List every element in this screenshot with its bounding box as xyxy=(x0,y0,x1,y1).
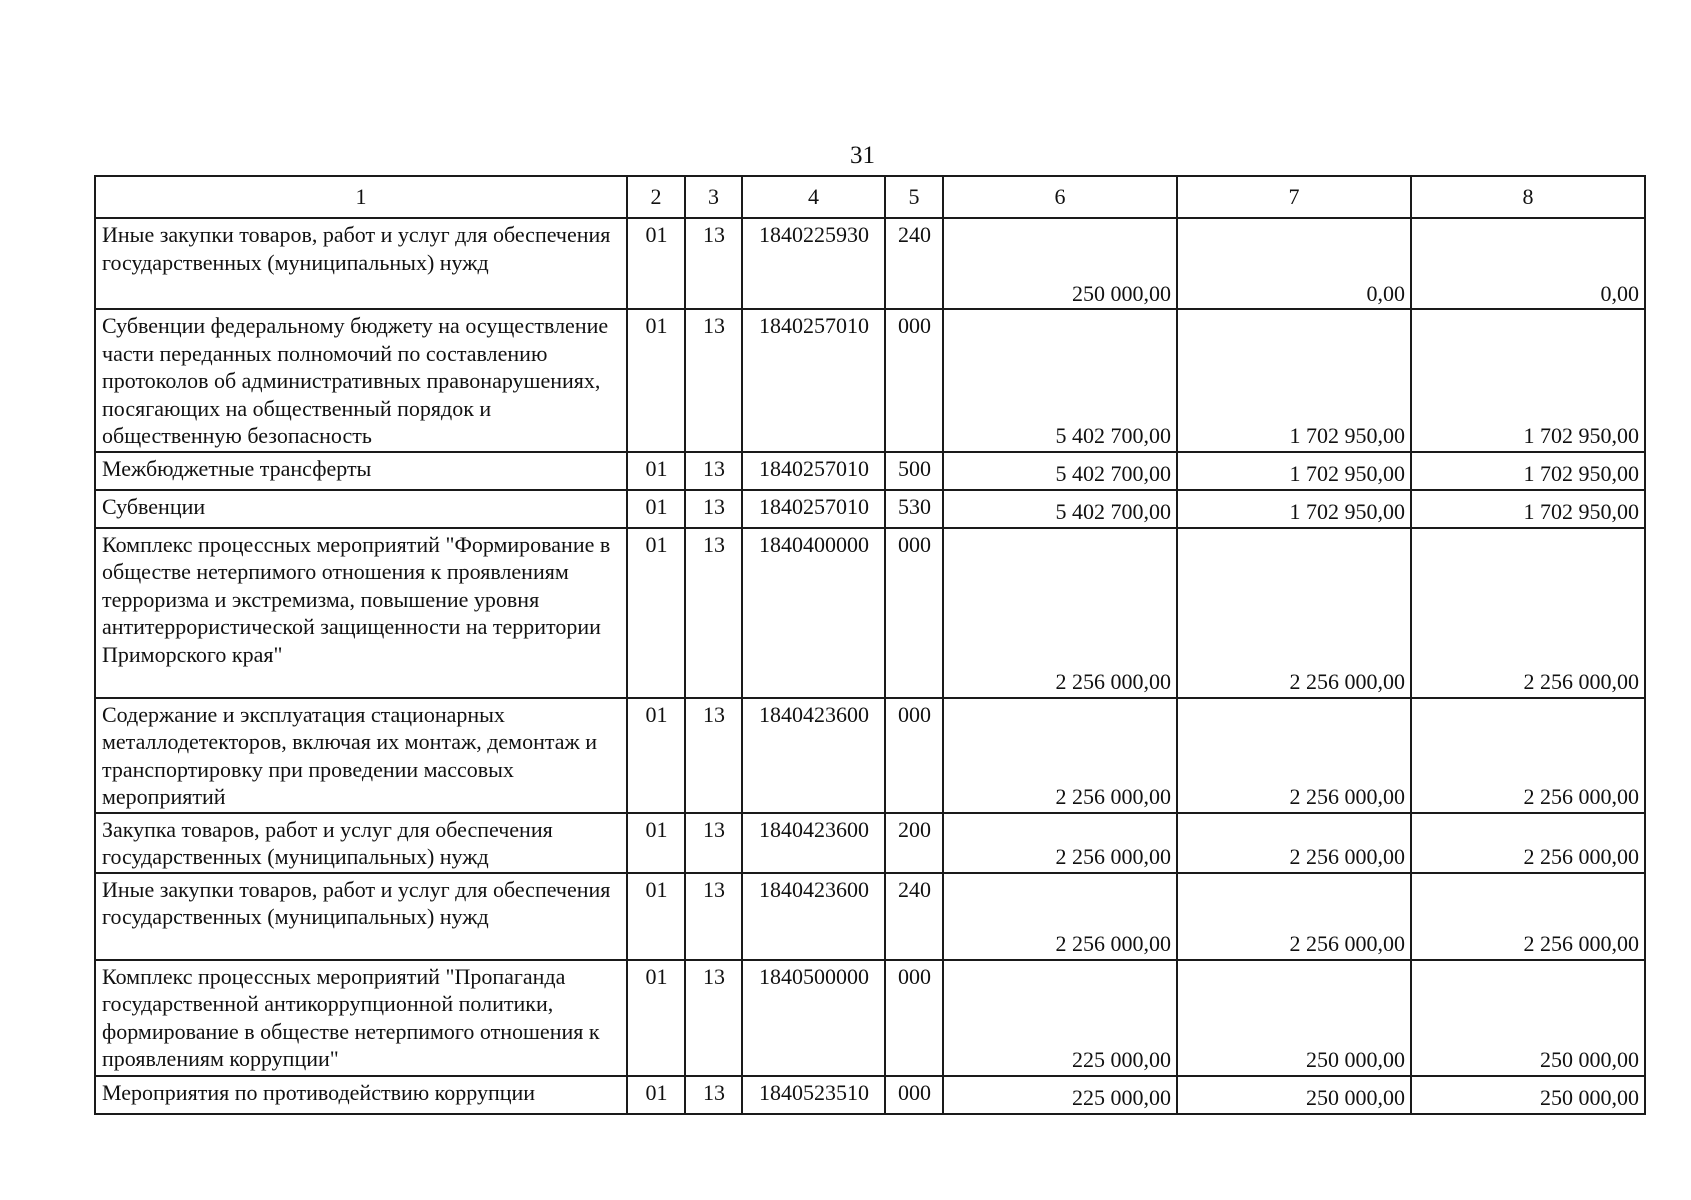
table-row xyxy=(95,490,1645,528)
amount-col-8: 2 256 000,00 xyxy=(1411,528,1645,698)
column-header-1: 1 xyxy=(95,176,627,218)
subsection-code: 13 xyxy=(685,960,742,1076)
row-name: Мероприятия по противодействию коррупции xyxy=(95,1076,627,1114)
amount-col-6: 2 256 000,00 xyxy=(943,873,1177,960)
row-name: Закупка товаров, работ и услуг для обеспечения государственных (муниципальных) нужд xyxy=(95,813,627,873)
amount-col-6: 225 000,00 xyxy=(943,1076,1177,1114)
column-header-8: 8 xyxy=(1411,176,1645,218)
target-article-code: 1840257010 xyxy=(742,490,885,528)
expense-type-code: 530 xyxy=(885,490,943,528)
target-article-code: 1840423600 xyxy=(742,813,885,873)
column-header-5: 5 xyxy=(885,176,943,218)
table-row xyxy=(95,528,1645,698)
amount-col-7: 0,00 xyxy=(1177,218,1411,309)
amount-col-6: 225 000,00 xyxy=(943,960,1177,1076)
subsection-code: 13 xyxy=(685,698,742,813)
amount-col-8: 250 000,00 xyxy=(1411,1076,1645,1114)
row-name: Иные закупки товаров, работ и услуг для обеспечения государственных (муниципальных) нужд xyxy=(95,218,627,309)
expense-type-code: 000 xyxy=(885,309,943,452)
table-row xyxy=(95,452,1645,490)
row-name: Субвенции xyxy=(95,490,627,528)
amount-col-8: 2 256 000,00 xyxy=(1411,698,1645,813)
table-row xyxy=(95,698,1645,813)
subsection-code: 13 xyxy=(685,452,742,490)
column-header-7: 7 xyxy=(1177,176,1411,218)
amount-col-7: 1 702 950,00 xyxy=(1177,490,1411,528)
budget-table xyxy=(94,175,1646,1115)
amount-col-8: 1 702 950,00 xyxy=(1411,309,1645,452)
table-row xyxy=(95,1076,1645,1114)
subsection-code: 13 xyxy=(685,490,742,528)
column-header-2: 2 xyxy=(627,176,685,218)
amount-col-6: 5 402 700,00 xyxy=(943,452,1177,490)
row-name: Комплекс процессных мероприятий "Пропаганда государственной антикоррупционной политики, формирование в обществе нетерпимого отношения к проявлениям коррупции" xyxy=(95,960,627,1076)
column-header-3: 3 xyxy=(685,176,742,218)
expense-type-code: 240 xyxy=(885,218,943,309)
target-article-code: 1840423600 xyxy=(742,873,885,960)
expense-type-code: 000 xyxy=(885,698,943,813)
subsection-code: 13 xyxy=(685,873,742,960)
section-code: 01 xyxy=(627,960,685,1076)
subsection-code: 13 xyxy=(685,218,742,309)
section-code: 01 xyxy=(627,452,685,490)
target-article-code: 1840400000 xyxy=(742,528,885,698)
amount-col-8: 250 000,00 xyxy=(1411,960,1645,1076)
target-article-code: 1840523510 xyxy=(742,1076,885,1114)
section-code: 01 xyxy=(627,490,685,528)
amount-col-7: 1 702 950,00 xyxy=(1177,309,1411,452)
amount-col-7: 2 256 000,00 xyxy=(1177,698,1411,813)
expense-type-code: 200 xyxy=(885,813,943,873)
amount-col-7: 2 256 000,00 xyxy=(1177,528,1411,698)
amount-col-8: 2 256 000,00 xyxy=(1411,873,1645,960)
expense-type-code: 240 xyxy=(885,873,943,960)
row-name: Комплекс процессных мероприятий "Формирование в обществе нетерпимого отношения к проявлениям терроризма и экстремизма, повышение уровня антитеррористической защищенности на территории Приморского края" xyxy=(95,528,627,698)
target-article-code: 1840257010 xyxy=(742,309,885,452)
amount-col-8: 1 702 950,00 xyxy=(1411,452,1645,490)
subsection-code: 13 xyxy=(685,813,742,873)
column-header-6: 6 xyxy=(943,176,1177,218)
section-code: 01 xyxy=(627,309,685,452)
expense-type-code: 500 xyxy=(885,452,943,490)
row-name: Субвенции федеральному бюджету на осуществление части переданных полномочий по составлению протоколов об административных правонарушениях, посягающих на общественный порядок и общественную безопасность xyxy=(95,309,627,452)
amount-col-7: 250 000,00 xyxy=(1177,1076,1411,1114)
row-name: Межбюджетные трансферты xyxy=(95,452,627,490)
section-code: 01 xyxy=(627,1076,685,1114)
target-article-code: 1840225930 xyxy=(742,218,885,309)
section-code: 01 xyxy=(627,698,685,813)
row-name: Содержание и эксплуатация стационарных металлодетекторов, включая их монтаж, демонтаж и транспортировку при проведении массовых мероприятий xyxy=(95,698,627,813)
subsection-code: 13 xyxy=(685,1076,742,1114)
amount-col-7: 1 702 950,00 xyxy=(1177,452,1411,490)
expense-type-code: 000 xyxy=(885,960,943,1076)
amount-col-7: 250 000,00 xyxy=(1177,960,1411,1076)
amount-col-7: 2 256 000,00 xyxy=(1177,813,1411,873)
table-row xyxy=(95,960,1645,1076)
table-row xyxy=(95,813,1645,873)
amount-col-6: 5 402 700,00 xyxy=(943,309,1177,452)
amount-col-8: 0,00 xyxy=(1411,218,1645,309)
section-code: 01 xyxy=(627,218,685,309)
subsection-code: 13 xyxy=(685,528,742,698)
page-number: 31 xyxy=(850,142,875,169)
target-article-code: 1840500000 xyxy=(742,960,885,1076)
table-row xyxy=(95,309,1645,452)
target-article-code: 1840423600 xyxy=(742,698,885,813)
amount-col-6: 250 000,00 xyxy=(943,218,1177,309)
row-name: Иные закупки товаров, работ и услуг для обеспечения государственных (муниципальных) нужд xyxy=(95,873,627,960)
column-header-4: 4 xyxy=(742,176,885,218)
amount-col-6: 5 402 700,00 xyxy=(943,490,1177,528)
header-row xyxy=(95,176,1645,218)
table-row xyxy=(95,218,1645,309)
amount-col-6: 2 256 000,00 xyxy=(943,813,1177,873)
section-code: 01 xyxy=(627,813,685,873)
amount-col-6: 2 256 000,00 xyxy=(943,698,1177,813)
subsection-code: 13 xyxy=(685,309,742,452)
expense-type-code: 000 xyxy=(885,528,943,698)
amount-col-8: 1 702 950,00 xyxy=(1411,490,1645,528)
section-code: 01 xyxy=(627,873,685,960)
amount-col-6: 2 256 000,00 xyxy=(943,528,1177,698)
amount-col-7: 2 256 000,00 xyxy=(1177,873,1411,960)
expense-type-code: 000 xyxy=(885,1076,943,1114)
section-code: 01 xyxy=(627,528,685,698)
table-row xyxy=(95,873,1645,960)
amount-col-8: 2 256 000,00 xyxy=(1411,813,1645,873)
target-article-code: 1840257010 xyxy=(742,452,885,490)
